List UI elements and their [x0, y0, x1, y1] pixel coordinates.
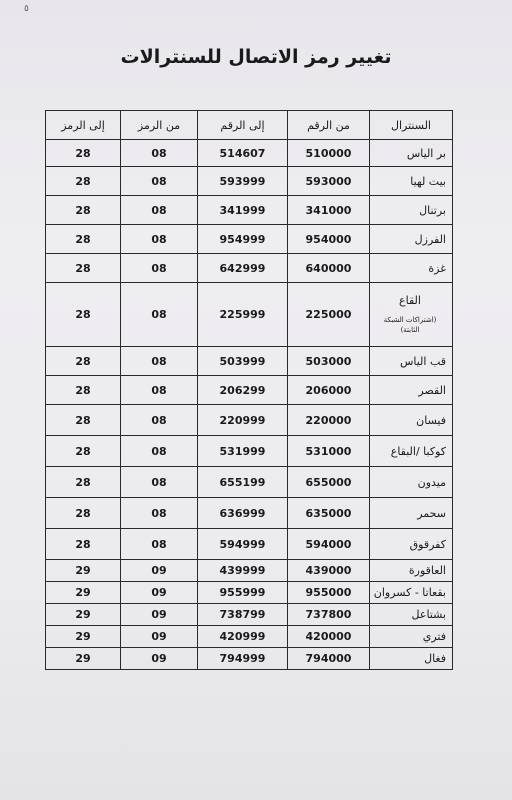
cell-to-number: 738799 [198, 604, 288, 626]
table-row [46, 283, 453, 347]
cell-to-code: 29 [46, 560, 121, 582]
cell-to-number: 655199 [198, 467, 288, 498]
cell-from-code: 08 [121, 254, 198, 283]
cell-from-number: 341000 [288, 196, 370, 225]
cell-from-code: 08 [121, 347, 198, 376]
cell-from-code: 09 [121, 648, 198, 670]
cell-from-number: 640000 [288, 254, 370, 283]
cell-from-number: 594000 [288, 529, 370, 560]
table-row [46, 225, 453, 254]
cell-to-code: 28 [46, 196, 121, 225]
cell-from-number: 503000 [288, 347, 370, 376]
exchange-name: العاقورة [408, 564, 446, 577]
cell-to-number: 593999 [198, 167, 288, 196]
cell-to-number: 420999 [198, 626, 288, 648]
cell-from-code: 08 [121, 529, 198, 560]
exchange-name: بقعاتا - كسروان [373, 586, 446, 599]
cell-to-code: 28 [46, 405, 121, 436]
table-row [46, 436, 453, 467]
table-row [46, 582, 453, 604]
cell-exchange-name [370, 529, 453, 560]
cell-from-code: 09 [121, 582, 198, 604]
table-row [46, 376, 453, 405]
cell-exchange-name [370, 347, 453, 376]
cell-from-number: 794000 [288, 648, 370, 670]
table-row [46, 560, 453, 582]
cell-to-code: 29 [46, 648, 121, 670]
cell-from-code: 08 [121, 467, 198, 498]
exchange-table [45, 110, 453, 670]
table-row [46, 140, 453, 167]
cell-from-code: 09 [121, 604, 198, 626]
cell-exchange-name [370, 604, 453, 626]
cell-to-number: 955999 [198, 582, 288, 604]
cell-from-number: 225000 [288, 283, 370, 347]
exchange-name: الفرزل [414, 232, 446, 246]
cell-to-code: 28 [46, 254, 121, 283]
table-row [46, 604, 453, 626]
cell-exchange-name [370, 376, 453, 405]
cell-exchange-name [370, 560, 453, 582]
cell-to-code: 29 [46, 626, 121, 648]
exchange-name: فتري [422, 630, 446, 643]
cell-from-number: 206000 [288, 376, 370, 405]
cell-to-number: 341999 [198, 196, 288, 225]
header-exchange: السنترال [370, 111, 453, 140]
cell-to-code: 28 [46, 225, 121, 254]
header-from-code: من الرمز [121, 111, 198, 140]
cell-from-number: 220000 [288, 405, 370, 436]
cell-from-number: 593000 [288, 167, 370, 196]
cell-exchange-name [370, 648, 453, 670]
exchange-name: برتنال [419, 203, 446, 217]
cell-exchange-name [370, 467, 453, 498]
cell-to-number: 206299 [198, 376, 288, 405]
cell-from-code: 08 [121, 167, 198, 196]
table-row [46, 347, 453, 376]
exchange-name: بشتاعل [411, 608, 446, 621]
exchange-name: غزة [428, 261, 446, 275]
page-title: تغيير رمز الاتصال للسنترالات [120, 46, 392, 68]
cell-exchange-name [370, 225, 453, 254]
cell-from-code: 09 [121, 560, 198, 582]
table-row [46, 405, 453, 436]
header-to-number: إلى الرقم [198, 111, 288, 140]
cell-to-number: 642999 [198, 254, 288, 283]
cell-to-number: 514607 [198, 140, 288, 167]
cell-exchange-name [370, 254, 453, 283]
exchange-name: قب الياس [399, 354, 446, 368]
corner-mark: ٥ [24, 4, 29, 14]
table-row [46, 626, 453, 648]
table-row [46, 529, 453, 560]
table-row [46, 196, 453, 225]
cell-from-code: 08 [121, 140, 198, 167]
cell-to-number: 794999 [198, 648, 288, 670]
cell-from-code: 08 [121, 498, 198, 529]
cell-to-number: 594999 [198, 529, 288, 560]
cell-from-number: 955000 [288, 582, 370, 604]
cell-from-code: 09 [121, 626, 198, 648]
cell-exchange-name [370, 498, 453, 529]
exchange-note: (اشتراكات الشبكة الثابتة) [383, 316, 437, 334]
cell-from-code: 08 [121, 196, 198, 225]
exchange-name: ميدون [417, 475, 446, 489]
cell-from-code: 08 [121, 225, 198, 254]
table-row [46, 254, 453, 283]
cell-to-code: 28 [46, 436, 121, 467]
cell-from-number: 655000 [288, 467, 370, 498]
cell-to-code: 28 [46, 140, 121, 167]
cell-from-number: 737800 [288, 604, 370, 626]
exchange-name: كفرقوق [409, 537, 446, 551]
cell-exchange-name [370, 167, 453, 196]
cell-exchange-name [370, 582, 453, 604]
cell-from-code: 08 [121, 283, 198, 347]
cell-to-number: 954999 [198, 225, 288, 254]
cell-from-code: 08 [121, 405, 198, 436]
cell-from-number: 439000 [288, 560, 370, 582]
header-from-number: من الرقم [288, 111, 370, 140]
cell-to-code: 29 [46, 582, 121, 604]
exchange-name: كوكبا /البقاع [390, 444, 446, 458]
exchange-name: سحمر [417, 506, 446, 520]
cell-from-number: 531000 [288, 436, 370, 467]
table-row [46, 467, 453, 498]
cell-exchange-name [370, 283, 453, 347]
table-header-row [46, 111, 453, 140]
cell-to-number: 220999 [198, 405, 288, 436]
cell-from-number: 420000 [288, 626, 370, 648]
cell-from-number: 635000 [288, 498, 370, 529]
cell-to-number: 439999 [198, 560, 288, 582]
exchange-name: القصر [418, 383, 446, 397]
cell-to-number: 531999 [198, 436, 288, 467]
cell-to-number: 503999 [198, 347, 288, 376]
exchange-name: القاع [399, 294, 421, 307]
cell-from-number: 510000 [288, 140, 370, 167]
exchange-name: فغال [424, 652, 446, 665]
exchange-name: فيسان [416, 413, 446, 427]
cell-to-code: 28 [46, 376, 121, 405]
cell-exchange-name [370, 196, 453, 225]
cell-to-code: 28 [46, 467, 121, 498]
cell-exchange-name [370, 436, 453, 467]
cell-from-number: 954000 [288, 225, 370, 254]
cell-exchange-name [370, 140, 453, 167]
cell-to-number: 636999 [198, 498, 288, 529]
table-row [46, 167, 453, 196]
exchange-name: بيت لهيا [410, 174, 446, 188]
cell-to-code: 28 [46, 529, 121, 560]
cell-to-code: 28 [46, 347, 121, 376]
exchange-name: بر الياس [406, 146, 446, 160]
cell-exchange-name [370, 405, 453, 436]
cell-to-code: 28 [46, 283, 121, 347]
cell-to-code: 29 [46, 604, 121, 626]
cell-exchange-name [370, 626, 453, 648]
table-body [46, 140, 453, 670]
cell-to-number: 225999 [198, 283, 288, 347]
header-to-code: إلى الرمز [46, 111, 121, 140]
cell-to-code: 28 [46, 498, 121, 529]
cell-from-code: 08 [121, 436, 198, 467]
table-row [46, 648, 453, 670]
table-row [46, 498, 453, 529]
cell-from-code: 08 [121, 376, 198, 405]
cell-to-code: 28 [46, 167, 121, 196]
